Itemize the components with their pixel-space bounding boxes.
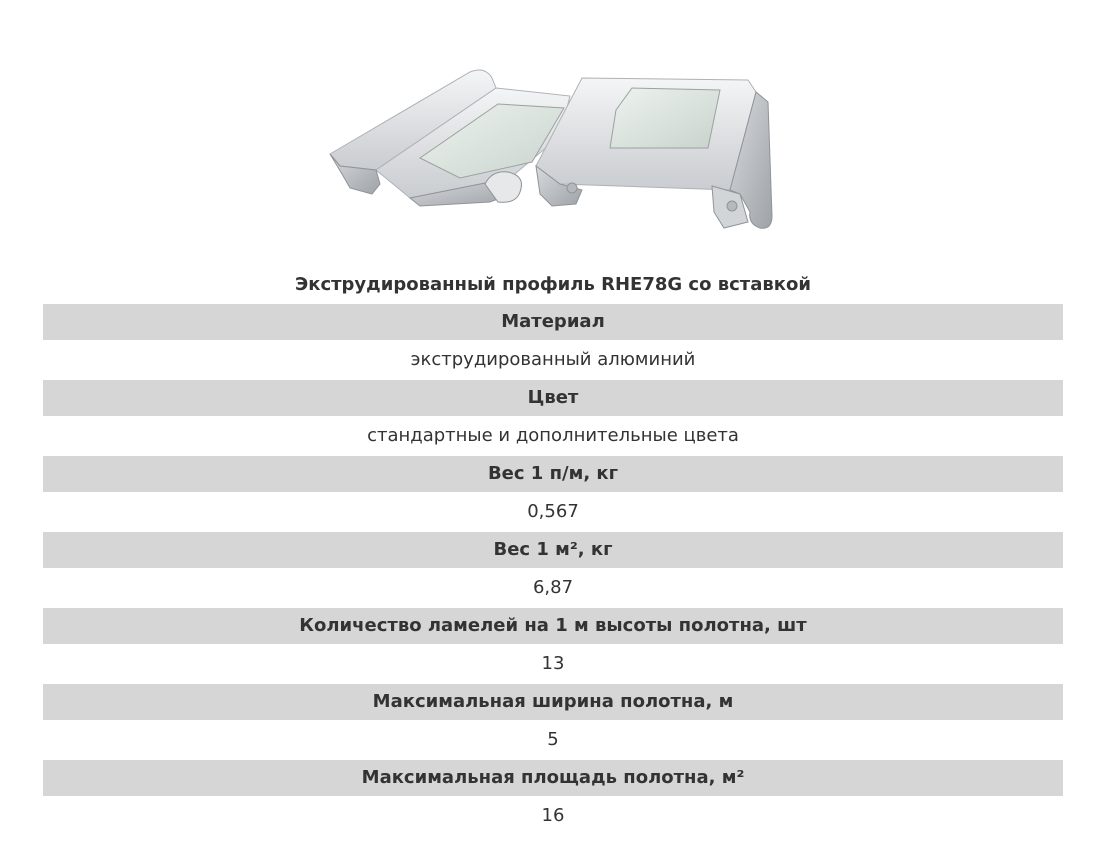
spec-value-slats-per-meter: 13: [541, 653, 565, 674]
spec-table-title: Экструдированный профиль RHE78G со вставкой: [295, 274, 811, 295]
spec-label-color: Цвет: [43, 380, 1063, 416]
spec-label-slats-per-meter: Количество ламелей на 1 м высоты полотна, шт: [43, 608, 1063, 644]
spec-value-max-area: 16: [541, 805, 565, 826]
spec-value-weight-per-meter: 0,567: [527, 501, 579, 522]
spec-label-weight-per-sqm: Вес 1 м², кг: [43, 532, 1063, 568]
spec-table: [43, 266, 1063, 836]
spec-label-max-width: Максимальная ширина полотна, м: [43, 684, 1063, 720]
profile-product-image: [320, 66, 790, 236]
spec-label-weight-per-meter: Вес 1 п/м, кг: [43, 456, 1063, 492]
spec-label-max-area: Максимальная площадь полотна, м²: [43, 760, 1063, 796]
spec-value-max-width: 5: [547, 729, 559, 750]
spec-value-weight-per-sqm: 6,87: [532, 577, 574, 598]
spec-value-color: стандартные и дополнительные цвета: [367, 425, 739, 446]
spec-value-material: экструдированный алюминий: [410, 349, 696, 370]
spec-label-material: Материал: [43, 304, 1063, 340]
